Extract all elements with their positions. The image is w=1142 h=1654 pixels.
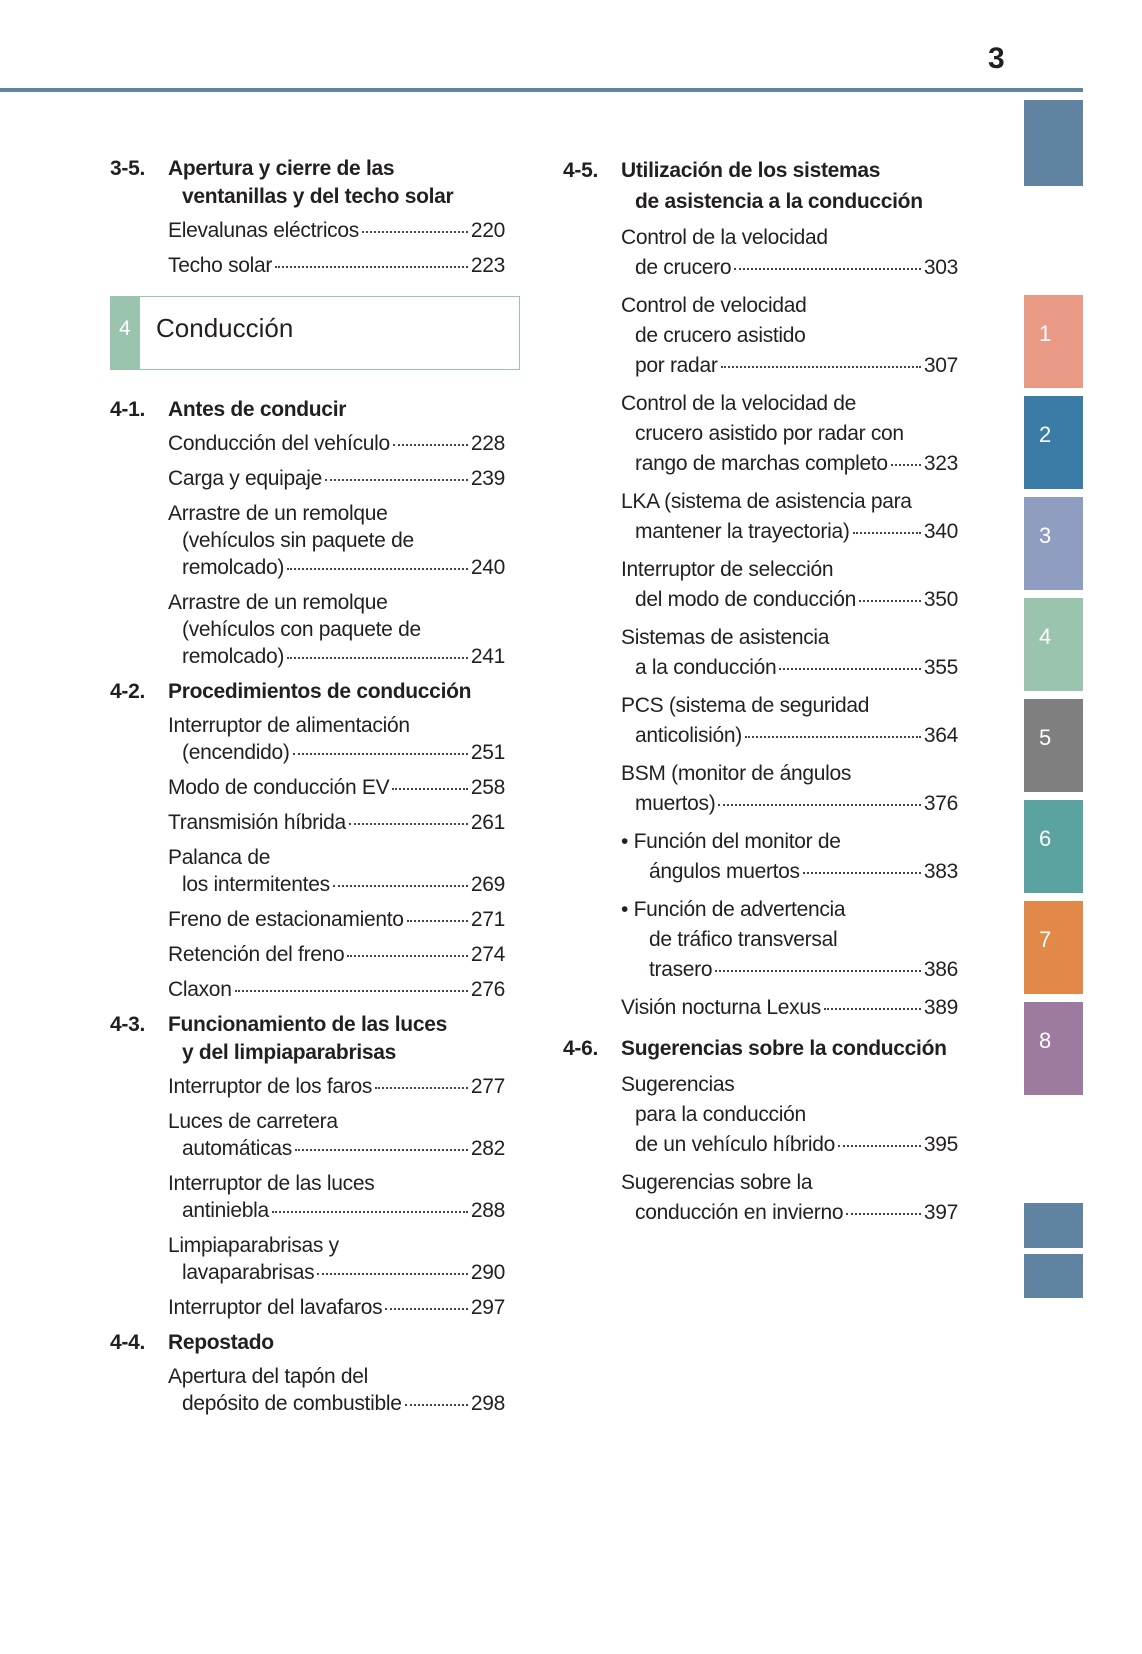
dot-leader: [295, 1149, 468, 1151]
page-ref[interactable]: 350: [923, 588, 958, 611]
toc-entry[interactable]: [168, 500, 505, 581]
entry-text: LKA (sistema de asistencia para: [621, 490, 912, 513]
toc-entry[interactable]: [621, 993, 958, 1023]
dot-leader: [803, 872, 921, 874]
entry-text: (vehículos sin paquete de: [182, 529, 414, 552]
entry-text: Interruptor de selección: [621, 558, 834, 581]
dot-leader: [317, 1273, 467, 1275]
page-ref[interactable]: 276: [470, 978, 505, 1001]
page-ref[interactable]: 274: [470, 943, 505, 966]
entry-text: lavaparabrisas: [182, 1261, 315, 1284]
toc-entry[interactable]: [621, 691, 958, 751]
dot-leader: [293, 753, 468, 755]
page-ref[interactable]: 323: [923, 452, 958, 475]
toc-section-heading: [563, 1033, 958, 1064]
dot-leader: [333, 885, 468, 887]
entry-text: Interruptor de alimentación: [168, 714, 410, 737]
toc-entry[interactable]: [621, 623, 958, 683]
entry-text: Interruptor del lavafaros: [168, 1296, 383, 1319]
entry-text: Sugerencias: [621, 1073, 735, 1096]
chapter-tab-7[interactable]: [1024, 901, 1083, 994]
chapter-tab-label: 6: [1039, 826, 1052, 851]
toc-entry[interactable]: [168, 1108, 505, 1162]
dot-leader: [325, 479, 468, 481]
entry-text: mantener la trayectoria): [635, 520, 850, 543]
entry-text: Interruptor de las luces: [168, 1172, 375, 1195]
dot-leader: [718, 804, 920, 806]
page-ref[interactable]: 277: [470, 1075, 505, 1098]
entry-text: Control de velocidad: [621, 294, 807, 317]
entry-text: anticolisión): [635, 724, 742, 747]
entry-text: Transmisión híbrida: [168, 811, 346, 834]
dot-leader: [375, 1087, 468, 1089]
dot-leader: [407, 920, 468, 922]
section-title-line: Utilización de los sistemas: [621, 159, 881, 182]
toc-sub-entry[interactable]: [621, 895, 958, 985]
dot-leader: [734, 268, 921, 270]
dot-leader: [235, 990, 468, 992]
entry-text: rango de marchas completo: [635, 452, 888, 475]
entry-text: muertos): [635, 792, 716, 815]
entry-text: • Función del monitor de: [621, 830, 841, 853]
toc-entry[interactable]: [621, 487, 958, 547]
entry-text: Visión nocturna Lexus: [621, 996, 821, 1019]
entry-text: Control de la velocidad: [621, 226, 828, 249]
toc-entry[interactable]: [168, 906, 505, 933]
chapter-banner: [110, 296, 520, 370]
chapter-tab-label: 8: [1039, 1028, 1052, 1053]
toc-section-heading: [110, 1011, 505, 1067]
chapter-tab-5[interactable]: [1024, 699, 1083, 792]
page-ref[interactable]: 298: [470, 1392, 505, 1415]
entry-text: Luces de carretera: [168, 1110, 338, 1133]
entry-text: (encendido): [182, 741, 290, 764]
section-title-line: Funcionamiento de las luces: [168, 1013, 447, 1036]
toc-entry[interactable]: [168, 941, 505, 968]
page-ref[interactable]: 282: [470, 1137, 505, 1160]
entry-text: Retención del freno: [168, 943, 345, 966]
entry-text: remolcado): [182, 645, 285, 668]
entry-text: del modo de conducción: [635, 588, 857, 611]
dot-leader: [393, 444, 468, 446]
dot-leader: [859, 600, 921, 602]
header-rule: [0, 88, 1083, 92]
dot-leader: [715, 970, 921, 972]
entry-text: PCS (sistema de seguridad: [621, 694, 870, 717]
dot-leader: [853, 532, 921, 534]
section-title-line: Repostado: [168, 1331, 274, 1354]
toc-entry[interactable]: [168, 1073, 505, 1100]
entry-text: Arrastre de un remolque: [168, 591, 388, 614]
toc-section-heading: [110, 1329, 505, 1357]
chapter-number-strip: [111, 297, 140, 369]
page-ref[interactable]: 307: [923, 354, 958, 377]
entry-text: de crucero: [635, 256, 732, 279]
toc-right: [563, 155, 958, 1236]
dot-leader: [891, 464, 921, 466]
entry-text: conducción en invierno: [635, 1201, 844, 1224]
dot-leader: [779, 668, 920, 670]
entry-text: de crucero asistido: [635, 324, 806, 347]
chapter-tab-4[interactable]: [1024, 598, 1083, 691]
page-ref[interactable]: 389: [923, 996, 958, 1019]
toc-entry[interactable]: [168, 1170, 505, 1224]
toc-entry[interactable]: [168, 589, 505, 670]
entry-text: Limpiaparabrisas y: [168, 1234, 339, 1257]
page-ref[interactable]: 228: [470, 432, 505, 455]
toc-entry[interactable]: [168, 774, 505, 801]
entry-text: para la conducción: [635, 1103, 806, 1126]
section-title-line: Sugerencias sobre la conducción: [621, 1037, 947, 1060]
section-title-line: y del limpiaparabrisas: [182, 1041, 397, 1064]
toc-entry[interactable]: [621, 291, 958, 381]
entry-text: Sistemas de asistencia: [621, 626, 830, 649]
dot-leader: [272, 1211, 468, 1213]
page-ref[interactable]: 261: [470, 811, 505, 834]
chapter-tab-1[interactable]: [1024, 295, 1083, 388]
page-ref[interactable]: 355: [923, 656, 958, 679]
dot-leader: [347, 955, 467, 957]
page-ref[interactable]: 340: [923, 520, 958, 543]
chapter-tab-label: 2: [1039, 422, 1052, 447]
entry-text: por radar: [635, 354, 718, 377]
entry-text: Freno de estacionamiento: [168, 908, 404, 931]
entry-text: depósito de combustible: [182, 1392, 402, 1415]
dot-leader: [287, 657, 468, 659]
entry-text: crucero asistido por radar con: [635, 422, 904, 445]
page-ref[interactable]: 241: [470, 645, 505, 668]
page-number: 3: [988, 42, 1005, 75]
section-title-line: ventanillas y del techo solar: [182, 185, 454, 208]
page-ref[interactable]: 269: [470, 873, 505, 896]
dot-leader: [824, 1008, 921, 1010]
page-ref[interactable]: 271: [470, 908, 505, 931]
page-ref[interactable]: 258: [470, 776, 505, 799]
toc-entry[interactable]: [168, 1232, 505, 1286]
entry-text: remolcado): [182, 556, 285, 579]
chapter-tab-label: 5: [1039, 725, 1052, 750]
chapter-tab-8[interactable]: [1024, 1002, 1083, 1095]
entry-text: trasero: [649, 958, 713, 981]
page-ref[interactable]: 288: [470, 1199, 505, 1222]
toc-section-heading: [110, 396, 505, 424]
dot-leader: [745, 736, 921, 738]
entry-text: Arrastre de un remolque: [168, 502, 388, 525]
toc-entry[interactable]: [168, 809, 505, 836]
chapter-title: Conducción: [156, 313, 294, 343]
page-ref[interactable]: 383: [923, 860, 958, 883]
chapter-tab-label: 1: [1039, 321, 1052, 346]
page-ref[interactable]: 364: [923, 724, 958, 747]
entry-text: • Función de advertencia: [621, 898, 846, 921]
dot-leader: [275, 266, 468, 268]
dot-leader: [287, 568, 468, 570]
toc-entry[interactable]: [621, 223, 958, 283]
toc-sub-entry[interactable]: [621, 827, 958, 887]
section-number: 4-4.: [110, 1331, 145, 1354]
toc-entry[interactable]: [621, 389, 958, 479]
entry-text: Palanca de: [168, 846, 271, 869]
section-title-line: Apertura y cierre de las: [168, 157, 395, 180]
entry-text: Interruptor de los faros: [168, 1075, 373, 1098]
entry-text: automáticas: [182, 1137, 292, 1160]
toc-entry[interactable]: [621, 1168, 958, 1228]
entry-text: Apertura del tapón del: [168, 1365, 369, 1388]
section-number: 4-2.: [110, 680, 145, 703]
dot-leader: [385, 1308, 468, 1310]
dot-leader: [405, 1404, 468, 1406]
toc-entry[interactable]: [621, 555, 958, 615]
section-number: 4-6.: [563, 1037, 598, 1060]
entry-text: Control de la velocidad de: [621, 392, 857, 415]
dot-leader: [362, 231, 468, 233]
page-ref[interactable]: 220: [470, 219, 505, 242]
entry-text: Carga y equipaje: [168, 467, 322, 490]
entry-text: Conducción del vehículo: [168, 432, 390, 455]
toc-section-heading: [563, 155, 958, 217]
page-ref[interactable]: 303: [923, 256, 958, 279]
entry-text: Elevalunas eléctricos: [168, 219, 359, 242]
page-ref[interactable]: 376: [923, 792, 958, 815]
dot-leader: [838, 1145, 921, 1147]
entry-text: Sugerencias sobre la: [621, 1171, 813, 1194]
page-ref[interactable]: 386: [923, 958, 958, 981]
chapter-tab-label: 3: [1039, 523, 1052, 548]
page-ref[interactable]: 240: [470, 556, 505, 579]
entry-text: de tráfico transversal: [649, 928, 838, 951]
page-ref[interactable]: 397: [923, 1201, 958, 1224]
toc-left-top: [110, 155, 505, 287]
section-number: 3-5.: [110, 157, 145, 180]
toc-entry[interactable]: [168, 712, 505, 766]
dot-leader: [349, 823, 468, 825]
toc-entry[interactable]: [168, 1363, 505, 1417]
chapter-number: 4: [119, 317, 131, 340]
dot-leader: [721, 366, 921, 368]
toc-section-heading: [110, 678, 505, 706]
chapter-tab-6[interactable]: [1024, 800, 1083, 893]
page-ref[interactable]: 395: [923, 1133, 958, 1156]
entry-text: (vehículos con paquete de: [182, 618, 421, 641]
toc-entry[interactable]: [621, 1070, 958, 1160]
chapter-tab-3[interactable]: [1024, 497, 1083, 590]
entry-text: de un vehículo híbrido: [635, 1133, 836, 1156]
chapter-tab[interactable]: [1024, 100, 1083, 186]
chapter-tab-label: 7: [1039, 927, 1052, 952]
section-title-line: Procedimientos de conducción: [168, 680, 472, 703]
entry-text: antiniebla: [182, 1199, 269, 1222]
page-ref[interactable]: 223: [470, 254, 505, 277]
toc-section-heading: [110, 155, 505, 211]
chapter-tab-2[interactable]: [1024, 396, 1083, 489]
entry-text: Techo solar: [168, 254, 273, 277]
section-number: 4-5.: [563, 159, 598, 182]
entry-text: a la conducción: [635, 656, 777, 679]
toc-entry[interactable]: [168, 465, 505, 492]
toc-entry[interactable]: [168, 217, 505, 244]
chapter-tab[interactable]: [1024, 1203, 1083, 1248]
entry-text: los intermitentes: [182, 873, 330, 896]
page-ref[interactable]: 290: [470, 1261, 505, 1284]
page-ref[interactable]: 239: [470, 467, 505, 490]
section-title-line: de asistencia a la conducción: [635, 190, 923, 213]
toc-entry[interactable]: [168, 1294, 505, 1321]
toc-entry[interactable]: [621, 759, 958, 819]
section-title-line: Antes de conducir: [168, 398, 347, 421]
entry-text: Claxon: [168, 978, 232, 1001]
toc-entry[interactable]: [168, 430, 505, 457]
toc-entry[interactable]: [168, 976, 505, 1003]
dot-leader: [846, 1213, 921, 1215]
entry-text: ángulos muertos: [649, 860, 800, 883]
entry-text: BSM (monitor de ángulos: [621, 762, 852, 785]
section-number: 4-1.: [110, 398, 145, 421]
chapter-tab-label: 4: [1039, 624, 1052, 649]
chapter-tab[interactable]: [1024, 1254, 1083, 1298]
toc-entry[interactable]: [168, 844, 505, 898]
page-ref[interactable]: 297: [470, 1296, 505, 1319]
toc-entry[interactable]: [168, 252, 505, 279]
toc-left-bottom: [110, 396, 505, 1425]
dot-leader: [392, 788, 468, 790]
entry-text: Modo de conducción EV: [168, 776, 390, 799]
section-number: 4-3.: [110, 1013, 145, 1036]
page-ref[interactable]: 251: [470, 741, 505, 764]
